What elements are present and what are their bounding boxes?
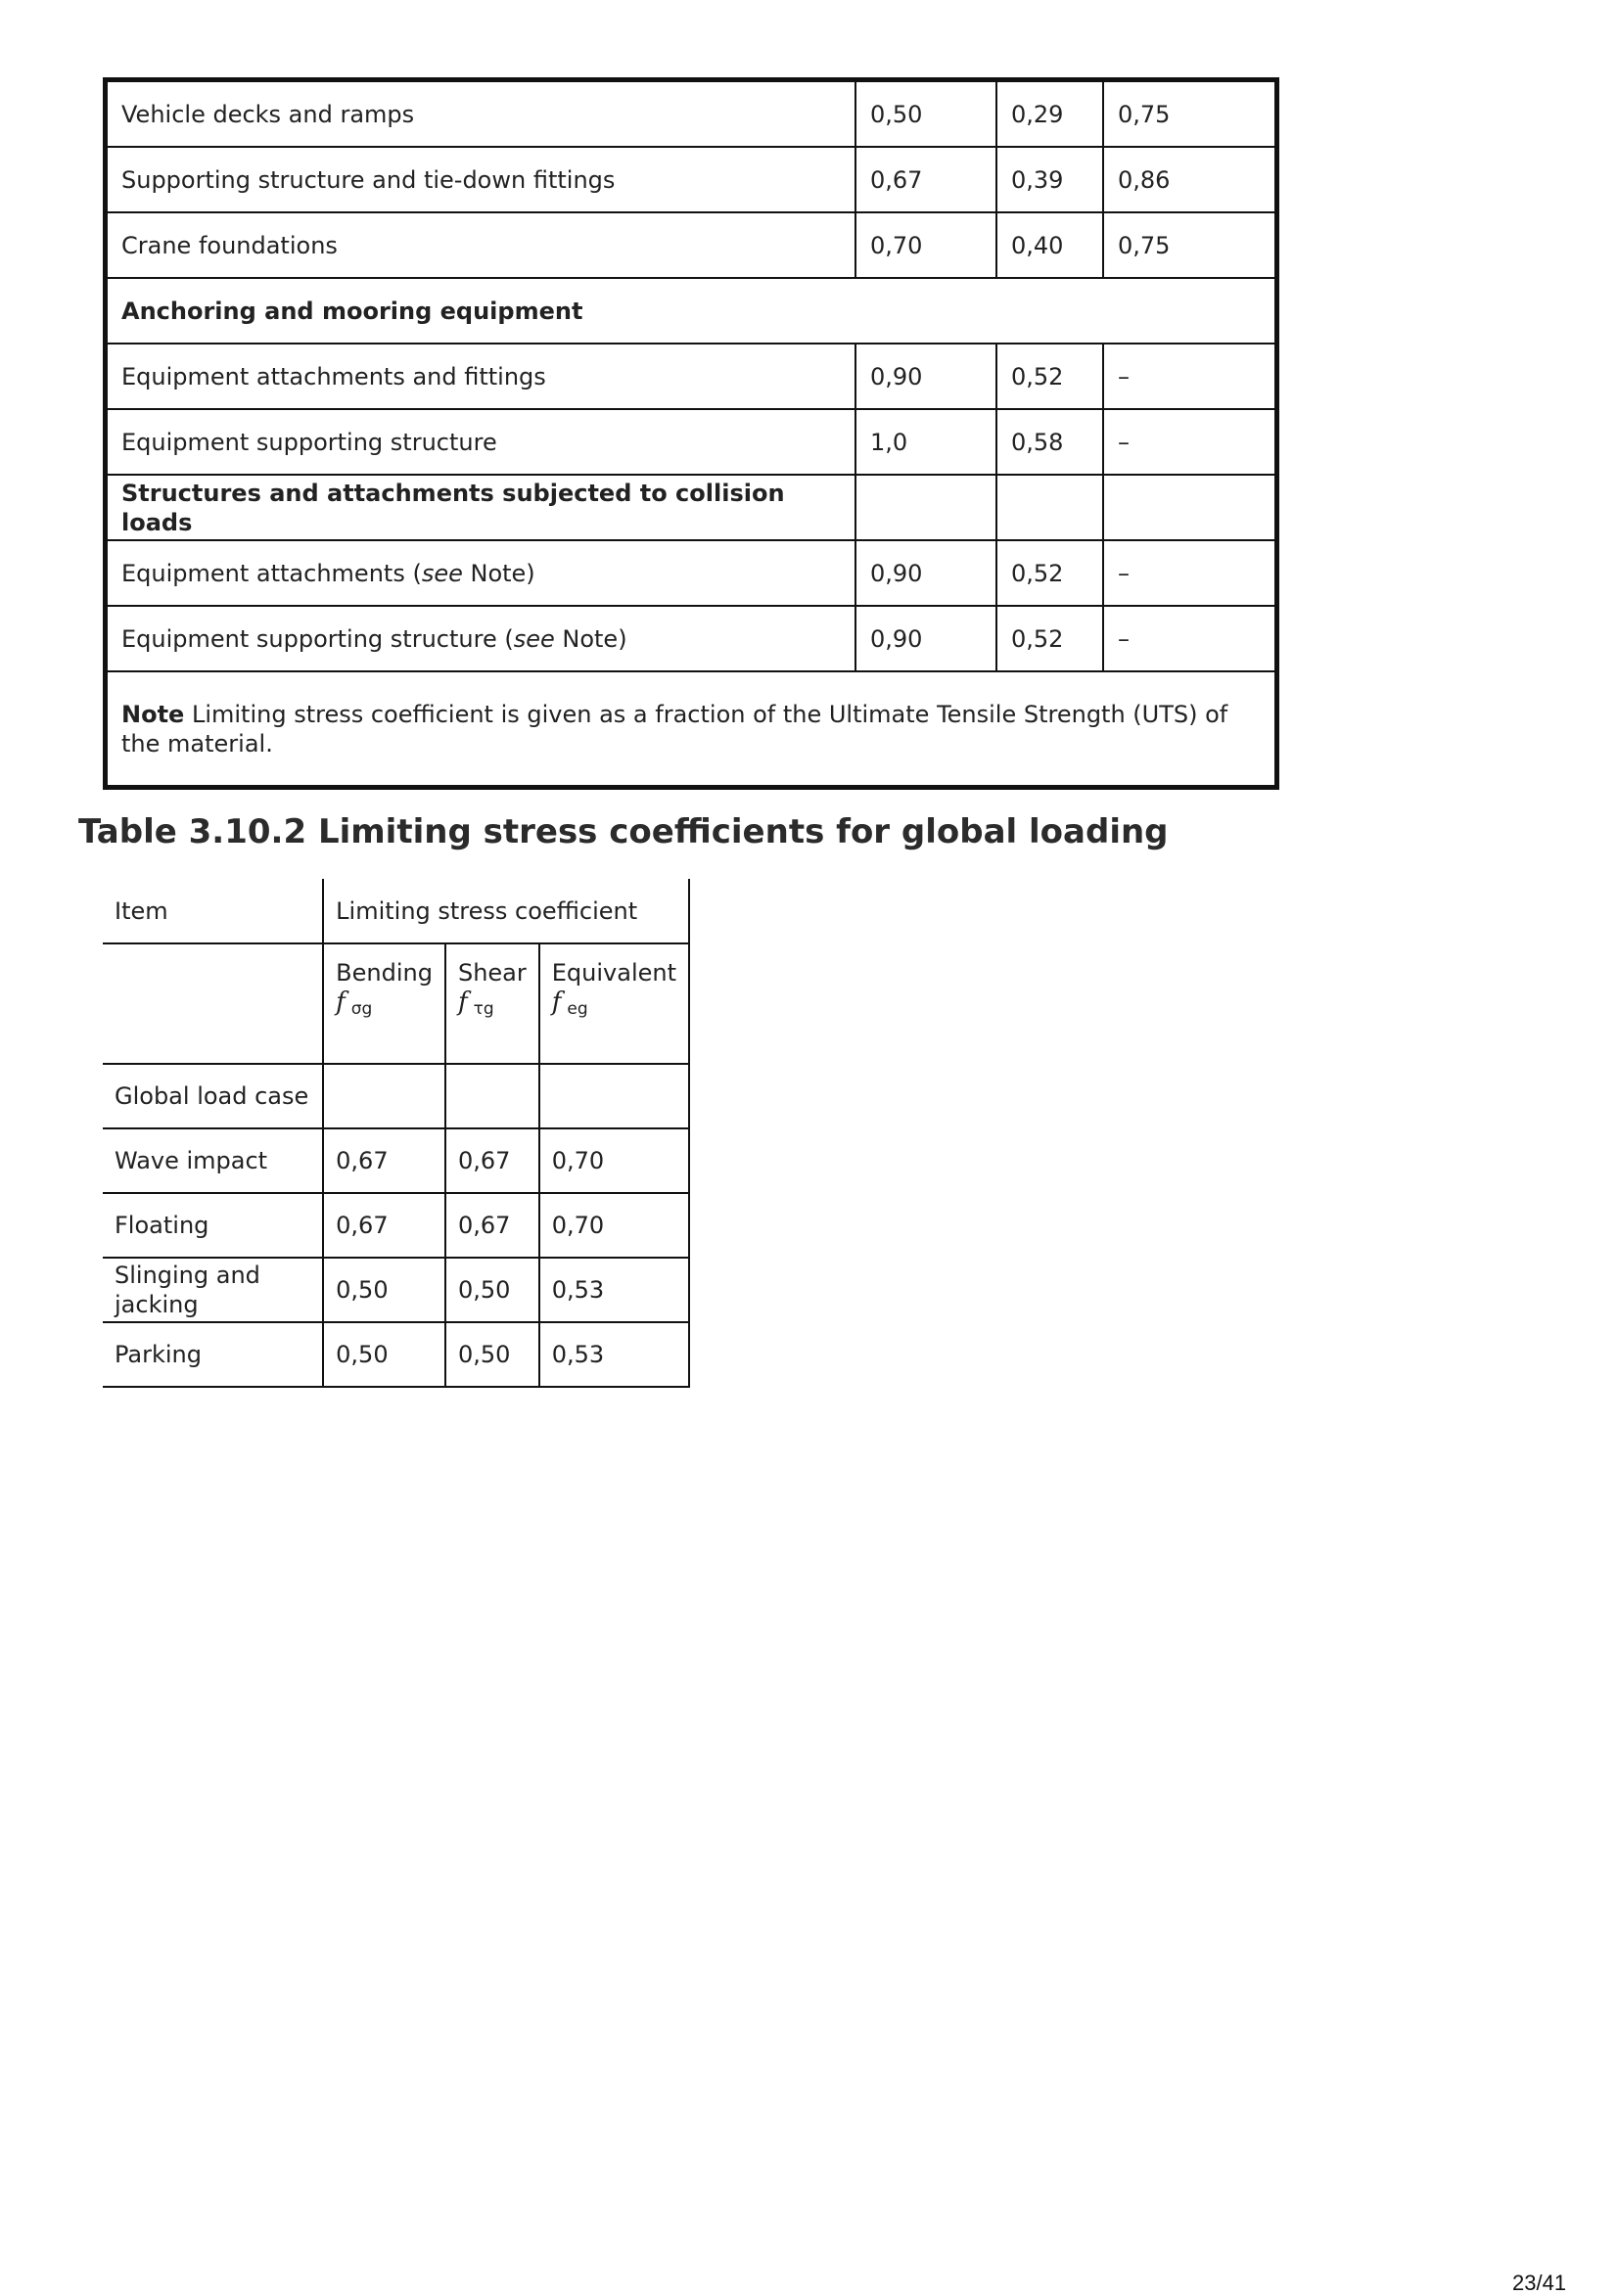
- subheader-row: [103, 943, 689, 1064]
- table-row: [106, 409, 1277, 475]
- value-cell: 0,90: [855, 540, 996, 606]
- item-cell: Crane foundations: [106, 212, 856, 278]
- item-cell: [106, 540, 856, 606]
- bending-cell: [323, 1064, 445, 1128]
- bending-cell: 0,50: [323, 1258, 445, 1322]
- column-label: Shear: [457, 959, 527, 987]
- item-cell: Floating: [103, 1193, 323, 1258]
- table-row: [106, 606, 1277, 671]
- value-cell: –: [1103, 540, 1277, 606]
- table-row: [103, 1064, 689, 1128]
- item-cell: [106, 606, 856, 671]
- note-text: Limiting stress coefficient is given as a fraction of the Ultimate Tensile Strength (UTS) of the material.: [121, 700, 1228, 758]
- section-heading-row: [106, 278, 1277, 344]
- subscript: σg: [350, 999, 373, 1019]
- item-cell: Equipment attachments and fittings: [106, 344, 856, 409]
- column-symbol: [552, 987, 676, 1024]
- item-text: Note): [554, 624, 627, 653]
- value-cell: 0,67: [855, 147, 996, 212]
- table-title: Table 3.10.2 Limiting stress coefficients for global loading: [78, 812, 1169, 851]
- item-text: Equipment supporting structure (: [121, 624, 514, 653]
- table-row: [103, 1128, 689, 1193]
- item-cell: Slinging and jacking: [103, 1258, 323, 1322]
- value-cell: 0,52: [996, 540, 1103, 606]
- bending-cell: 0,67: [323, 1128, 445, 1193]
- bending-cell: 0,67: [323, 1193, 445, 1258]
- item-cell: Global load case: [103, 1064, 323, 1128]
- value-cell: 0,86: [1103, 147, 1277, 212]
- shear-cell: [445, 1064, 539, 1128]
- shear-cell: 0,67: [445, 1193, 539, 1258]
- value-cell: 0,52: [996, 344, 1103, 409]
- table-row: [106, 540, 1277, 606]
- stress-coefficient-table-continued: [103, 77, 1279, 790]
- column-label: Equivalent: [551, 959, 676, 987]
- page-number: 23/41: [1512, 2271, 1567, 2295]
- section-heading-row: [106, 475, 1277, 540]
- value-cell: –: [1103, 344, 1277, 409]
- empty-cell: [855, 475, 996, 540]
- bending-header: [323, 943, 445, 1064]
- bending-cell: 0,50: [323, 1322, 445, 1387]
- subscript: eg: [567, 999, 588, 1019]
- value-cell: 0,39: [996, 147, 1103, 212]
- item-cell: Wave impact: [103, 1128, 323, 1193]
- table-row: [103, 1322, 689, 1387]
- value-cell: 0,75: [1103, 80, 1277, 148]
- note-cell: [106, 671, 1277, 788]
- item-text: Equipment attachments (: [121, 559, 422, 587]
- shear-header: [445, 943, 539, 1064]
- equivalent-header: [539, 943, 689, 1064]
- empty-cell: [103, 943, 323, 1064]
- item-text: Note): [462, 559, 535, 587]
- item-cell: Equipment supporting structure: [106, 409, 856, 475]
- subscript: τg: [473, 999, 494, 1019]
- shear-cell: 0,50: [445, 1258, 539, 1322]
- table-row: [103, 1193, 689, 1258]
- equivalent-cell: 0,53: [539, 1322, 689, 1387]
- shear-cell: 0,50: [445, 1322, 539, 1387]
- value-cell: 0,50: [855, 80, 996, 148]
- section-heading: Structures and attachments subjected to collision loads: [106, 475, 856, 540]
- see-reference: see: [421, 559, 463, 587]
- table-row: [106, 344, 1277, 409]
- header-row: [103, 879, 689, 943]
- value-cell: 0,52: [996, 606, 1103, 671]
- note-row: [106, 671, 1277, 788]
- equivalent-cell: 0,70: [539, 1128, 689, 1193]
- equivalent-cell: [539, 1064, 689, 1128]
- shear-cell: 0,67: [445, 1128, 539, 1193]
- column-label: Bending: [336, 959, 433, 987]
- item-cell: Supporting structure and tie-down fittings: [106, 147, 856, 212]
- value-cell: 0,90: [855, 344, 996, 409]
- table-row: [103, 1258, 689, 1322]
- value-cell: 0,40: [996, 212, 1103, 278]
- global-loading-table: [103, 879, 690, 1388]
- value-cell: 0,70: [855, 212, 996, 278]
- symbol: f: [551, 987, 562, 1017]
- symbol: f: [457, 987, 468, 1017]
- symbol: f: [336, 987, 346, 1017]
- note-label: Note: [121, 700, 185, 728]
- item-cell: Parking: [103, 1322, 323, 1387]
- column-symbol: [458, 987, 527, 1024]
- equivalent-cell: 0,53: [539, 1258, 689, 1322]
- value-cell: 1,0: [855, 409, 996, 475]
- table-row: [106, 147, 1277, 212]
- group-header: Limiting stress coefficient: [323, 879, 689, 943]
- see-reference: see: [513, 624, 555, 653]
- value-cell: 0,29: [996, 80, 1103, 148]
- item-header: Item: [103, 879, 323, 943]
- empty-cell: [996, 475, 1103, 540]
- empty-cell: [1103, 475, 1277, 540]
- item-cell: Vehicle decks and ramps: [106, 80, 856, 148]
- table-row: [106, 80, 1277, 148]
- value-cell: –: [1103, 409, 1277, 475]
- section-heading: Anchoring and mooring equipment: [106, 278, 1277, 344]
- value-cell: 0,90: [855, 606, 996, 671]
- table-row: [106, 212, 1277, 278]
- value-cell: –: [1103, 606, 1277, 671]
- equivalent-cell: 0,70: [539, 1193, 689, 1258]
- value-cell: 0,75: [1103, 212, 1277, 278]
- column-symbol: [336, 987, 433, 1024]
- value-cell: 0,58: [996, 409, 1103, 475]
